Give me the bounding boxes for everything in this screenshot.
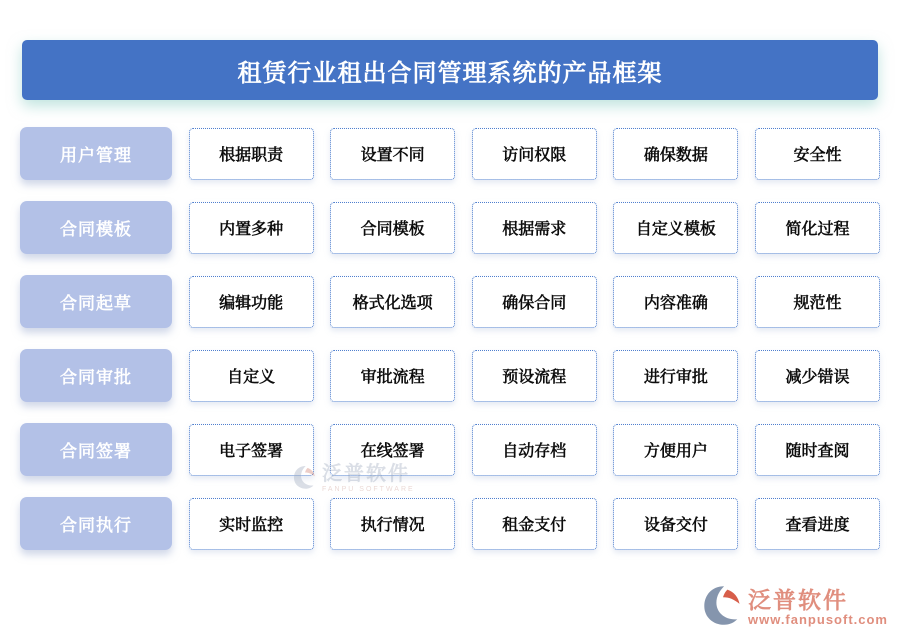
row-contract-approval: [20, 349, 880, 402]
feature-box: 租金支付: [472, 498, 597, 550]
row-contract-drafting: [20, 275, 880, 328]
row-contract-template: [20, 201, 880, 254]
feature-box: 自定义模板: [613, 202, 738, 254]
feature-box: 自动存档: [472, 424, 597, 476]
feature-box: 编辑功能: [189, 276, 314, 328]
footer-brand-logo: [701, 583, 888, 632]
feature-box: 根据需求: [472, 202, 597, 254]
feature-box: 进行审批: [613, 350, 738, 402]
row-label: 合同执行: [20, 497, 172, 550]
framework-grid: [20, 127, 880, 550]
feature-box: 审批流程: [330, 350, 455, 402]
feature-box: 内容准确: [613, 276, 738, 328]
feature-box: 实时监控: [189, 498, 314, 550]
feature-box: 自定义: [189, 350, 314, 402]
feature-box: 随时查阅: [755, 424, 880, 476]
feature-box: 执行情况: [330, 498, 455, 550]
feature-box: 合同模板: [330, 202, 455, 254]
row-label: 合同起草: [20, 275, 172, 328]
page-title: 租赁行业租出合同管理系统的产品框架: [22, 40, 878, 100]
footer-brand-text: 泛普软件: [747, 586, 848, 613]
footer-brand-url: www.fanpusoft.com: [747, 612, 888, 628]
row-contract-execution: [20, 497, 880, 550]
feature-box: 格式化选项: [330, 276, 455, 328]
feature-box: 访问权限: [472, 128, 597, 180]
watermark-subtitle-text: FANPU SOFTWARE: [322, 486, 415, 493]
feature-box: 预设流程: [472, 350, 597, 402]
feature-box: 简化过程: [755, 202, 880, 254]
feature-box: 确保数据: [613, 128, 738, 180]
row-label: 合同审批: [20, 349, 172, 402]
row-label: 合同签署: [20, 423, 172, 476]
row-label: 用户管理: [20, 127, 172, 180]
row-user-management: [20, 127, 880, 180]
feature-box: 在线签署: [330, 424, 455, 476]
feature-box: 根据职责: [189, 128, 314, 180]
row-contract-signing: [20, 423, 880, 476]
watermark-brand-text: 泛普软件: [322, 463, 410, 485]
feature-box: 设备交付: [613, 498, 738, 550]
feature-box: 设置不同: [330, 128, 455, 180]
fanpu-logo-icon: [701, 583, 745, 632]
feature-box: 规范性: [755, 276, 880, 328]
row-label: 合同模板: [20, 201, 172, 254]
feature-box: 安全性: [755, 128, 880, 180]
feature-box: 减少错误: [755, 350, 880, 402]
feature-box: 方便用户: [613, 424, 738, 476]
feature-box: 查看进度: [755, 498, 880, 550]
feature-box: 确保合同: [472, 276, 597, 328]
feature-box: 电子签署: [189, 424, 314, 476]
feature-box: 内置多种: [189, 202, 314, 254]
